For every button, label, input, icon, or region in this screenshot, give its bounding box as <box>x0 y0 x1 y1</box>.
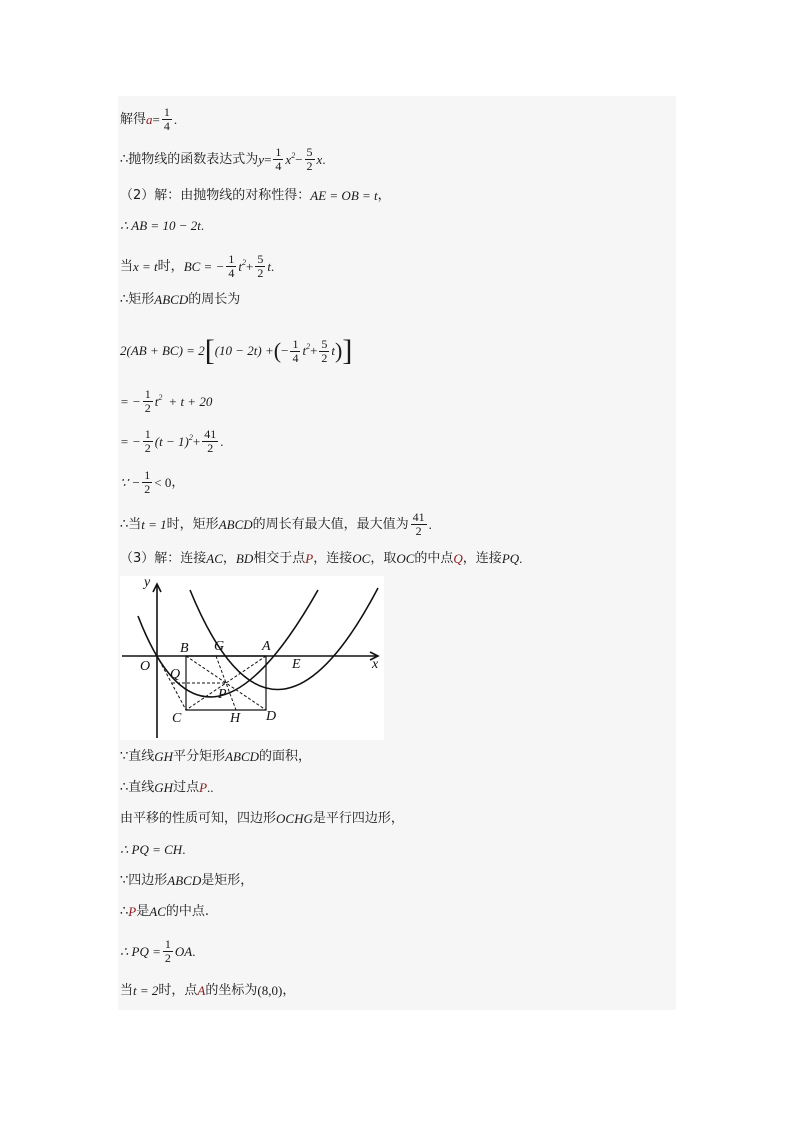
var-t: t <box>154 393 159 409</box>
fraction <box>142 469 152 496</box>
label-b: B <box>180 641 189 656</box>
text: （2）解：由抛物线的对称性得： <box>120 188 311 203</box>
var-x: x <box>285 151 292 167</box>
numerator: 41 <box>412 510 425 524</box>
fraction <box>226 253 236 280</box>
period: . <box>173 111 178 127</box>
line-parabola-expression <box>120 146 326 173</box>
label-a: A <box>262 639 271 654</box>
text: 是 <box>136 904 150 919</box>
denominator: 2 <box>144 441 151 455</box>
x-squared <box>285 150 295 170</box>
text: ，取 <box>370 551 397 566</box>
t-squared <box>155 392 163 412</box>
period: .. <box>207 780 214 795</box>
line-pq-half-oa <box>120 938 195 965</box>
math-expression: + t + 20 <box>168 393 213 409</box>
period: . <box>428 516 432 532</box>
segment-bd: BD <box>235 551 254 566</box>
comma: ， <box>282 983 296 998</box>
rect-name: ABCD <box>225 749 260 764</box>
denominator: 2 <box>144 482 151 496</box>
text: （3）解：连接 <box>120 551 207 566</box>
equals: = <box>264 151 272 167</box>
label-y: y <box>144 576 151 590</box>
fraction <box>163 938 173 965</box>
numerator: 1 <box>163 105 170 119</box>
math-expression: ∵ − <box>120 474 141 490</box>
text: ∴ <box>120 904 129 919</box>
plus: + <box>310 343 318 358</box>
denominator: 4 <box>292 350 299 365</box>
label-q: Q <box>170 667 181 682</box>
t-squared <box>302 341 310 361</box>
segment-ac: AC <box>149 904 166 919</box>
fraction <box>290 338 300 365</box>
label-c: C <box>172 711 182 726</box>
line-negative-coefficient <box>120 469 184 496</box>
rect-name: ABCD <box>218 516 253 532</box>
right-paren: ) <box>335 338 343 363</box>
right-bracket: ] <box>342 334 353 367</box>
text: 的面积， <box>259 749 312 764</box>
var-x: x <box>316 151 323 167</box>
text: 的周长为 <box>188 292 241 307</box>
text: 是矩形， <box>201 873 254 888</box>
line-perimeter-formula <box>120 336 352 366</box>
var-t: t <box>331 343 336 358</box>
denominator: 4 <box>275 159 282 173</box>
numerator: 1 <box>144 387 151 401</box>
text: 平分矩形 <box>173 749 226 764</box>
text: ，连接 <box>462 551 502 566</box>
numerator: 1 <box>144 468 151 482</box>
fraction <box>305 146 315 173</box>
line-pq-equals-ch <box>120 840 185 860</box>
label-g: G <box>214 639 225 654</box>
text: ，连接 <box>313 551 353 566</box>
label-o: O <box>140 659 151 674</box>
fraction <box>162 106 172 133</box>
line-vertex-form <box>120 428 223 455</box>
text: 当 <box>120 258 134 274</box>
numerator: 1 <box>164 937 171 951</box>
paren-squared <box>155 432 193 452</box>
line-solve-a <box>120 106 177 133</box>
numerator: 1 <box>228 252 235 266</box>
plus: + <box>192 433 201 449</box>
segment-pq: PQ <box>501 551 520 566</box>
denominator: 2 <box>144 401 151 415</box>
line-gh-through-p <box>120 778 214 798</box>
fraction <box>319 338 329 365</box>
math-expression: AE = OB = t <box>310 188 378 203</box>
period: . <box>519 551 523 566</box>
label-x: x <box>372 657 379 672</box>
denominator: 2 <box>257 266 264 280</box>
line-maximum <box>120 511 432 538</box>
math-condition: x = t <box>133 258 158 274</box>
left-bracket: [ <box>204 334 215 367</box>
line-gh: GH <box>154 780 174 795</box>
fraction <box>273 146 283 173</box>
segment-oa: OA <box>174 943 193 959</box>
math-expression: BC = − <box>183 258 225 274</box>
denominator: 2 <box>207 441 214 455</box>
point-p: P <box>199 780 208 795</box>
line-part2-symmetry <box>120 186 391 206</box>
denominator: 2 <box>164 951 171 965</box>
math-condition: t = 1 <box>141 516 167 532</box>
paren-expression: (t − 1) <box>154 433 189 449</box>
fraction <box>143 388 153 415</box>
period: . <box>322 151 326 167</box>
line-p-midpoint <box>120 902 209 922</box>
var-a: a <box>146 111 153 127</box>
point-a: A <box>197 983 206 998</box>
parabola-original <box>138 590 318 697</box>
text: ∴当 <box>120 516 142 532</box>
numerator: 1 <box>292 336 299 351</box>
text: 时， <box>157 258 184 274</box>
text: 是平行四边形， <box>312 811 404 826</box>
exponent: 2 <box>291 150 296 160</box>
quad-name: OCHG <box>276 811 313 826</box>
numerator: 1 <box>144 427 151 441</box>
text: 时，矩形 <box>166 516 219 532</box>
label-p: P <box>218 687 227 702</box>
rect-name: ABCD <box>154 292 189 307</box>
comma: ， <box>377 188 391 203</box>
denominator: 4 <box>163 119 170 133</box>
var-y: y <box>258 151 265 167</box>
label-e: E <box>292 657 301 672</box>
t-squared <box>238 257 246 277</box>
fraction <box>143 428 153 455</box>
text: 的中点 <box>414 551 454 566</box>
numerator: 41 <box>204 427 217 441</box>
comma: ， <box>171 474 185 490</box>
numerator: 5 <box>321 336 328 351</box>
line-perimeter-intro <box>120 290 240 310</box>
numerator: 5 <box>257 252 264 266</box>
exponent: 2 <box>241 257 246 267</box>
exponent: 2 <box>158 392 163 402</box>
minus: − <box>295 151 303 167</box>
text: ∴矩形 <box>120 292 155 307</box>
numerator: 1 <box>275 145 282 159</box>
rect-name: ABCD <box>167 873 202 888</box>
period: . <box>270 258 275 274</box>
fraction <box>255 253 265 280</box>
parabola-figure <box>120 576 384 740</box>
plus: + <box>245 258 254 274</box>
exponent: 2 <box>188 432 193 442</box>
math-expression: ∴ PQ = CH <box>120 842 183 857</box>
equals: = <box>152 111 160 127</box>
text: ∴直线 <box>120 780 155 795</box>
point-q: Q <box>453 551 463 566</box>
line-gh: GH <box>154 749 174 764</box>
line-is-rectangle <box>120 871 253 891</box>
segment-ac: AC <box>206 551 223 566</box>
numerator: 5 <box>306 145 313 159</box>
denominator: 2 <box>306 159 313 173</box>
fraction <box>411 511 427 538</box>
exponent: 2 <box>306 342 311 351</box>
var-t: t <box>267 258 271 274</box>
math-expression: ∴ PQ = <box>120 943 161 959</box>
var-t: t <box>238 258 242 274</box>
label-d: D <box>266 709 277 724</box>
minus: − <box>281 343 289 358</box>
math-expression: = − <box>120 393 141 409</box>
period: . <box>220 433 224 449</box>
line-parallelogram <box>120 809 404 829</box>
line-point-a-coordinate <box>120 981 295 1001</box>
text: 的周长有最大值，最大值为 <box>252 516 409 532</box>
line-part3-construction <box>120 549 522 569</box>
line-ab <box>120 216 204 236</box>
text: 相交于点 <box>253 551 306 566</box>
text: 解得 <box>120 111 147 127</box>
line-gh-bisects <box>120 747 311 767</box>
math-expression: 2(AB + BC) = 2 <box>120 343 205 358</box>
coordinate: (8,0) <box>257 983 283 998</box>
text: ∴抛物线的函数表达式为 <box>120 151 259 167</box>
line-expand <box>120 388 212 415</box>
point-p: P <box>128 904 137 919</box>
text: 由平移的性质可知，四边形 <box>120 811 277 826</box>
denominator: 2 <box>415 524 422 538</box>
text: 过点 <box>173 780 200 795</box>
comma: ， <box>222 551 236 566</box>
text: 的坐标为 <box>205 983 258 998</box>
label-h: H <box>230 711 241 726</box>
period: . <box>192 943 196 959</box>
segment-oc: OC <box>396 551 415 566</box>
text: 的中点. <box>165 904 210 919</box>
point-p: P <box>305 551 314 566</box>
fraction <box>202 428 218 455</box>
text: ∵四边形 <box>120 873 168 888</box>
denominator: 4 <box>228 266 235 280</box>
line-bc <box>120 253 274 280</box>
text: 时，点 <box>158 983 198 998</box>
math-expression: ∴ AB = 10 − 2t <box>120 218 201 233</box>
text: ∵直线 <box>120 749 155 764</box>
math-expression: (10 − 2t) + <box>214 343 274 358</box>
math-condition: t = 2 <box>133 983 159 998</box>
segment-oc: OC <box>352 551 371 566</box>
left-paren: ( <box>273 338 282 363</box>
math-expression: = − <box>120 433 141 449</box>
denominator: 2 <box>321 350 328 365</box>
period: . <box>200 218 205 233</box>
period: . <box>182 842 186 857</box>
math-expression: < 0 <box>154 474 172 490</box>
var-t: t <box>302 343 307 358</box>
text: 当 <box>120 983 134 998</box>
